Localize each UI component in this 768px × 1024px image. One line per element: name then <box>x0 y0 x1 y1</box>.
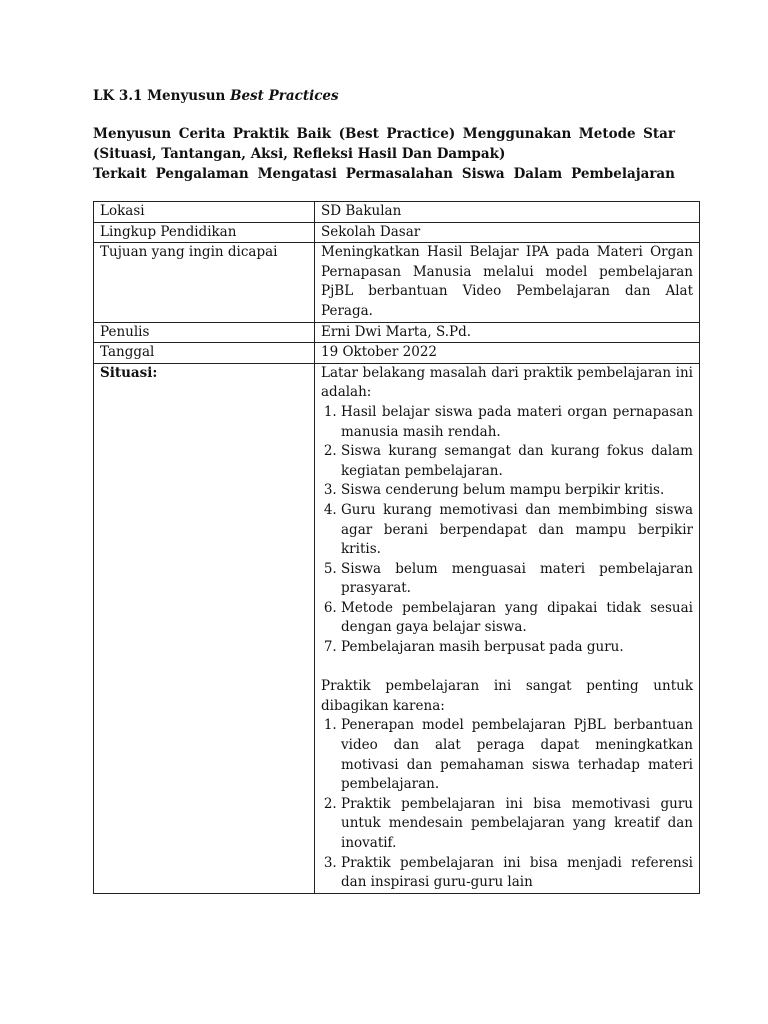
row-label: Tujuan yang ingin dicapai <box>94 243 315 322</box>
row-label: Lingkup Pendidikan <box>94 222 315 243</box>
reasons-list <box>321 716 693 892</box>
row-label: Tanggal <box>94 343 315 364</box>
row-value: Sekolah Dasar <box>315 222 700 243</box>
list-item: 3. Siswa cenderung belum mampu berpikir kritis. <box>341 481 693 501</box>
situasi-label: Situasi: <box>94 363 315 893</box>
heading-line-1: Menyusun Cerita Praktik Baik (Best Practice) Menggunakan Metode Star (Situasi, Tantangan, Aksi, Refleksi Hasil Dan Dampak) <box>93 126 675 162</box>
list-item: 2. Siswa kurang semangat dan kurang fokus dalam kegiatan pembelajaran. <box>341 442 693 481</box>
list-item: 1. Penerapan model pembelajaran PjBL berbantuan video dan alat peraga dapat meningkatkan motivasi dan pemahaman siswa terhadap materi pembelajaran. <box>341 716 693 794</box>
list-item: 2. Praktik pembelajaran ini bisa memotivasi guru untuk mendesain pembelajaran yang kreatif dan inovatif. <box>341 795 693 854</box>
row-label: Penulis <box>94 322 315 343</box>
list-item: 3. Praktik pembelajaran ini bisa menjadi referensi dan inspirasi guru-guru lain <box>341 854 693 893</box>
table-row <box>94 243 700 322</box>
list-item: 7. Pembelajaran masih berpusat pada guru. <box>341 638 693 658</box>
situasi-intro-1: Latar belakang masalah dari praktik pembelajaran ini adalah: <box>321 364 693 401</box>
table-row <box>94 322 700 343</box>
row-value: 19 Oktober 2022 <box>315 343 700 364</box>
document-page <box>93 86 693 894</box>
table-row <box>94 343 700 364</box>
list-item: 4. Guru kurang memotivasi dan membimbing siswa agar berani berpendapat dan mampu berpikir kritis. <box>341 501 693 560</box>
situasi-row <box>94 363 700 893</box>
row-value: SD Bakulan <box>315 202 700 223</box>
spacer <box>321 658 693 678</box>
worksheet-title-italic: Best Practices <box>230 88 339 104</box>
worksheet-title <box>93 86 675 106</box>
list-item: 1. Hasil belajar siswa pada materi organ pernapasan manusia masih rendah. <box>341 403 693 442</box>
list-item: 6. Metode pembelajaran yang dipakai tidak sesuai dengan gaya belajar siswa. <box>341 599 693 638</box>
situasi-intro-2: Praktik pembelajaran ini sangat penting untuk dibagikan karena: <box>321 678 693 714</box>
row-value: Erni Dwi Marta, S.Pd. <box>315 322 700 343</box>
best-practice-table <box>93 201 700 894</box>
row-value: Meningkatkan Hasil Belajar IPA pada Materi Organ Pernapasan Manusia melalui model pembelajaran PjBL berbantuan Video Pembelajaran dan Alat Peraga. <box>315 243 700 322</box>
table-row <box>94 202 700 223</box>
situasi-content <box>315 363 700 893</box>
worksheet-title-prefix: LK 3.1 Menyusun <box>93 88 231 104</box>
problems-list <box>321 403 693 658</box>
row-label: Lokasi <box>94 202 315 223</box>
table-row <box>94 222 700 243</box>
heading-line-2: Terkait Pengalaman Mengatasi Permasalahan Siswa Dalam Pembelajaran <box>93 166 675 182</box>
list-item: 5. Siswa belum menguasai materi pembelajaran prasyarat. <box>341 560 693 599</box>
document-heading <box>93 124 675 184</box>
